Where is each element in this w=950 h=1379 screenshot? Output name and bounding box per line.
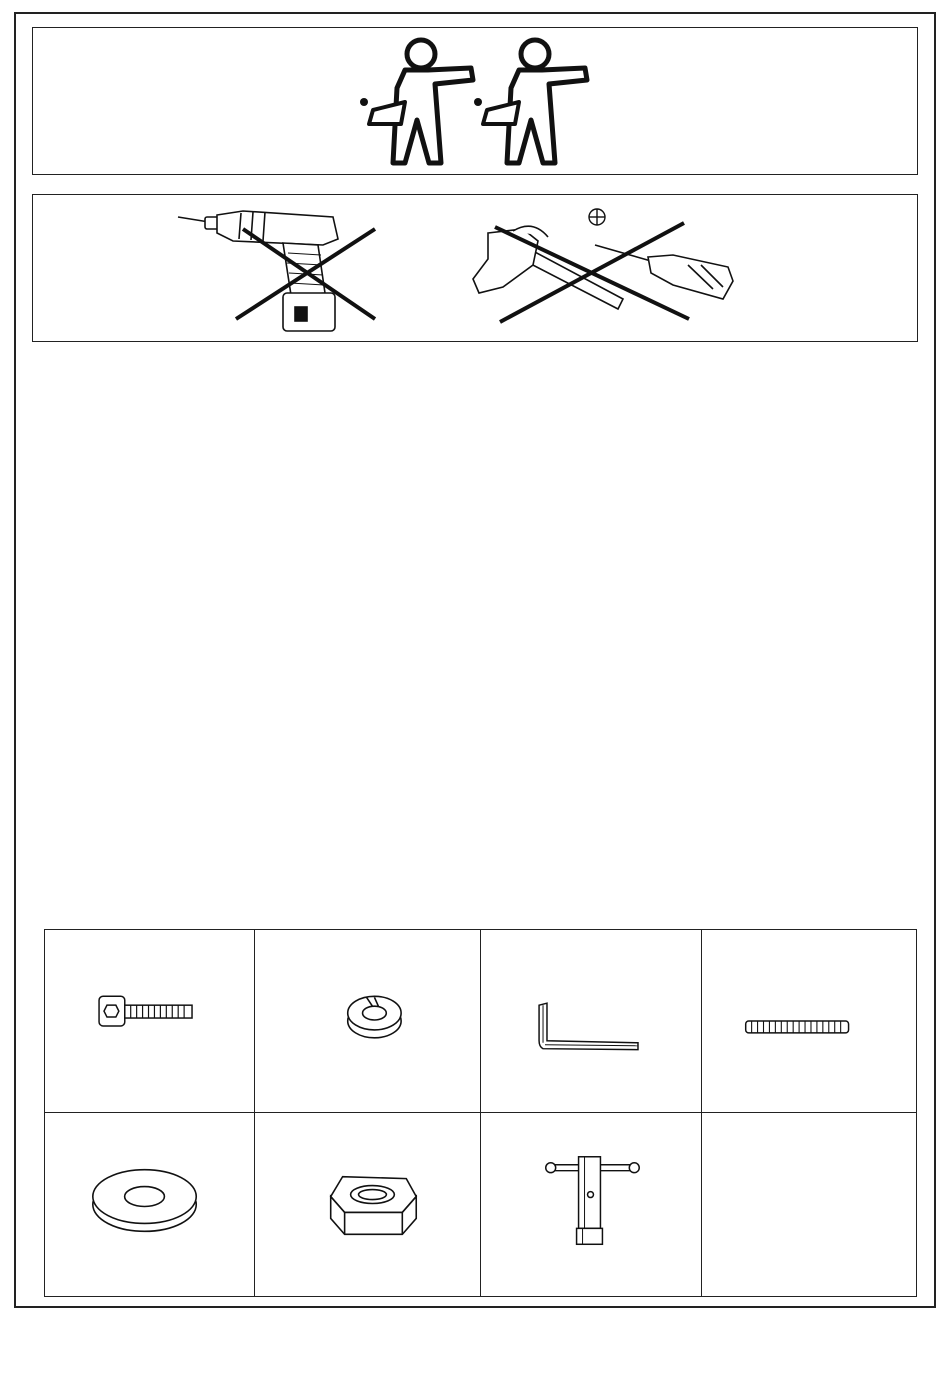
hex-socket-bolt-icon	[45, 930, 254, 1112]
two-person-assembly-icon	[33, 28, 919, 176]
hex-nut-icon	[255, 1113, 480, 1296]
two-person-assembly-panel	[32, 27, 918, 175]
tools-panel	[32, 194, 918, 342]
part-cell-split-lock-washer	[255, 930, 481, 1113]
person-figure-icon	[474, 40, 587, 163]
tools-illustration	[33, 195, 919, 343]
tube-wrench-icon	[481, 1113, 701, 1296]
part-cell-allen-key	[481, 930, 702, 1113]
split-lock-washer-icon	[255, 930, 480, 1112]
part-cell-threaded-rod	[702, 930, 916, 1113]
parts-grid	[44, 929, 917, 1297]
phillips-screwdriver-icon	[595, 245, 733, 299]
part-cell-empty	[702, 1113, 916, 1296]
flat-washer-icon	[45, 1113, 254, 1296]
person-figure-icon	[360, 40, 473, 163]
threaded-rod-icon	[702, 930, 916, 1112]
power-drill-icon	[178, 211, 338, 331]
part-cell-hex-socket-bolt	[45, 930, 255, 1113]
part-cell-tube-wrench	[481, 1113, 702, 1296]
part-cell-flat-washer	[45, 1113, 255, 1296]
phillips-symbol-icon	[589, 209, 605, 225]
part-cell-hex-nut	[255, 1113, 481, 1296]
allen-key-icon	[481, 930, 701, 1112]
